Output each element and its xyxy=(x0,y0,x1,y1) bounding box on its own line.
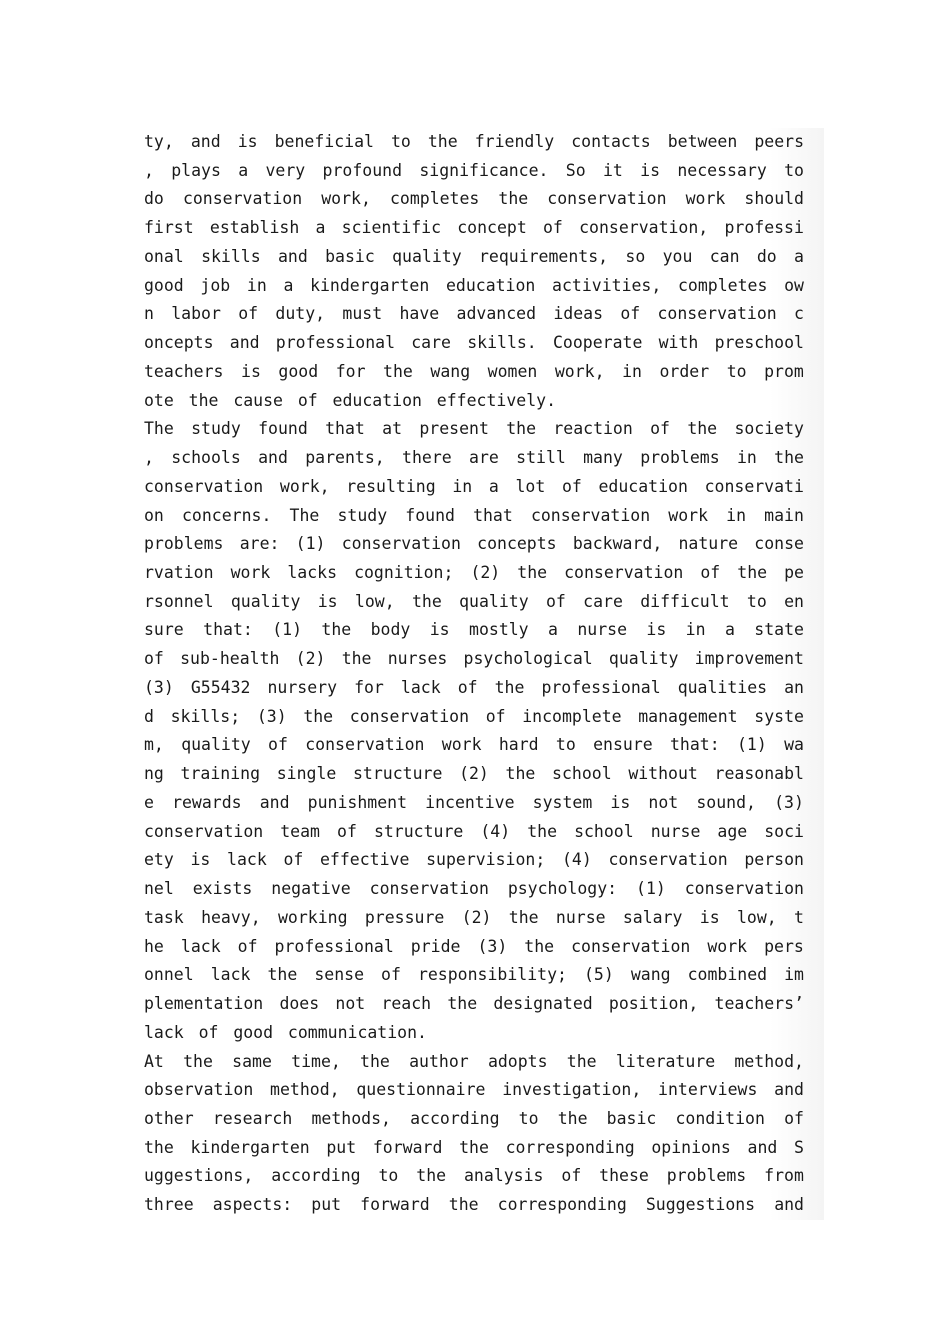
text-line: , plays a very profound significance. So it is necessary to xyxy=(144,157,824,186)
text-line: conservation work, resulting in a lot of education conservati xyxy=(144,473,824,502)
text-line: d skills; (3) the conservation of incomplete management syste xyxy=(144,703,824,732)
text-line: ote the cause of education effectively. xyxy=(144,387,824,416)
text-line: he lack of professional pride (3) the conservation work pers xyxy=(144,933,824,962)
text-line: sure that: (1) the body is mostly a nurse is in a state xyxy=(144,616,824,645)
text-line: , schools and parents, there are still many problems in the xyxy=(144,444,824,473)
text-line: onnel lack the sense of responsibility; (5) wang combined im xyxy=(144,961,824,990)
text-line: three aspects: put forward the corresponding Suggestions and xyxy=(144,1191,824,1220)
text-line: lack of good communication. xyxy=(144,1019,824,1048)
text-line: At the same time, the author adopts the literature method, xyxy=(144,1048,824,1077)
text-line: plementation does not reach the designated position, teachers’ xyxy=(144,990,824,1019)
text-line: e rewards and punishment incentive system is not sound, (3) xyxy=(144,789,824,818)
text-line: observation method, questionnaire investigation, interviews and xyxy=(144,1076,824,1105)
text-line: nel exists negative conservation psychology: (1) conservation xyxy=(144,875,824,904)
text-line: The study found that at present the reaction of the society xyxy=(144,415,824,444)
text-line: conservation team of structure (4) the school nurse age soci xyxy=(144,818,824,847)
text-line: do conservation work, completes the conservation work should xyxy=(144,185,824,214)
text-line: of sub-health (2) the nurses psychological quality improvement xyxy=(144,645,824,674)
text-line: m, quality of conservation work hard to ensure that: (1) wa xyxy=(144,731,824,760)
text-line: ty, and is beneficial to the friendly contacts between peers xyxy=(144,128,824,157)
text-line: uggestions, according to the analysis of these problems from xyxy=(144,1162,824,1191)
body-text xyxy=(144,128,824,1220)
text-line: good job in a kindergarten education activities, completes ow xyxy=(144,272,824,301)
text-line: task heavy, working pressure (2) the nurse salary is low, t xyxy=(144,904,824,933)
text-line: teachers is good for the wang women work, in order to prom xyxy=(144,358,824,387)
text-line: on concerns. The study found that conservation work in main xyxy=(144,502,824,531)
text-line: first establish a scientific concept of conservation, professi xyxy=(144,214,824,243)
text-line: other research methods, according to the basic condition of xyxy=(144,1105,824,1134)
text-line: the kindergarten put forward the corresponding opinions and S xyxy=(144,1134,824,1163)
text-line: rsonnel quality is low, the quality of care difficult to en xyxy=(144,588,824,617)
text-line: (3) G55432 nursery for lack of the professional qualities an xyxy=(144,674,824,703)
text-line: problems are: (1) conservation concepts backward, nature conse xyxy=(144,530,824,559)
text-line: onal skills and basic quality requirements, so you can do a xyxy=(144,243,824,272)
text-line: ng training single structure (2) the school without reasonabl xyxy=(144,760,824,789)
text-line: ety is lack of effective supervision; (4) conservation person xyxy=(144,846,824,875)
text-line: n labor of duty, must have advanced ideas of conservation c xyxy=(144,300,824,329)
text-line: rvation work lacks cognition; (2) the conservation of the pe xyxy=(144,559,824,588)
text-line: oncepts and professional care skills. Cooperate with preschool xyxy=(144,329,824,358)
